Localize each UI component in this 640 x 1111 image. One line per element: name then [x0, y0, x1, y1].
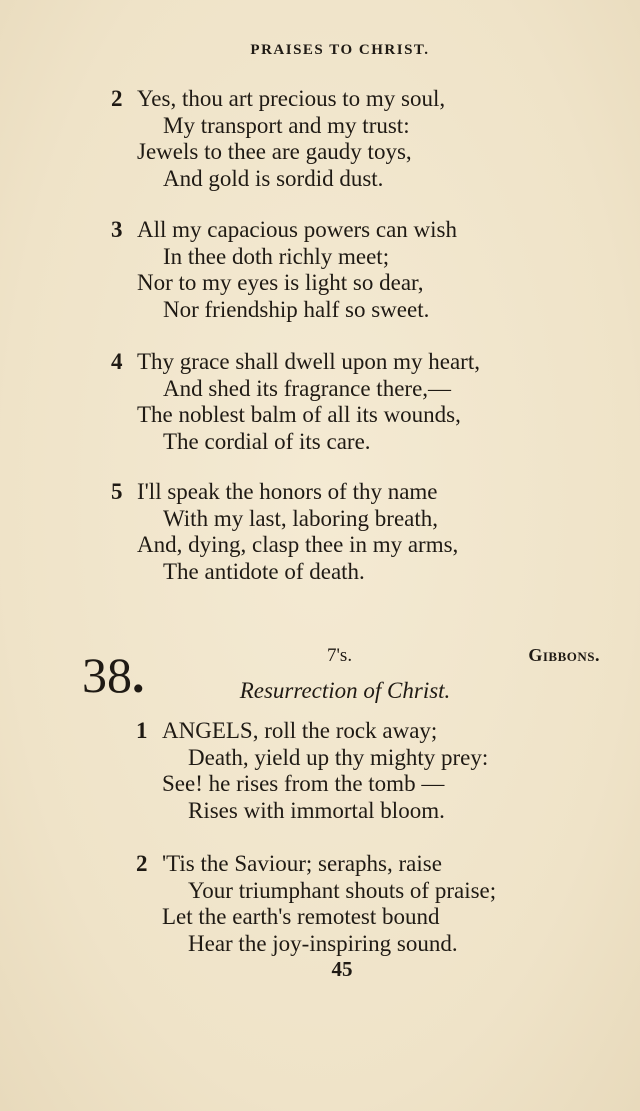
stanza-line: In thee doth richly meet;	[163, 243, 390, 269]
stanza-3	[111, 217, 457, 323]
stanza-5	[111, 479, 458, 585]
stanza-line: And gold is sordid dust.	[163, 165, 384, 191]
stanza-line: 2 Yes, thou art precious to my soul,	[111, 86, 446, 111]
stanza-line: Your triumphant shouts of praise;	[188, 877, 497, 903]
stanza-number: 3	[111, 217, 123, 242]
stanza-line: 2 'Tis the Saviour; seraphs, raise	[136, 851, 442, 876]
stanza-line: Jewels to thee are gaudy toys,	[137, 139, 412, 164]
stanza-line: 1 ANGELS, roll the rock away;	[136, 718, 438, 743]
stanza-2	[111, 86, 445, 192]
stanza-line: The noblest balm of all its wounds,	[137, 402, 461, 427]
stanza-line: And shed its fragrance there,—	[163, 375, 452, 401]
hymn-title: Resurrection of Christ.	[239, 678, 451, 703]
stanza-line: The cordial of its care.	[163, 428, 371, 454]
stanza-4	[111, 349, 480, 455]
stanza-line: See! he rises from the tomb —	[162, 771, 445, 796]
stanza-line: Rises with immortal bloom.	[188, 797, 445, 823]
stanza-number: 2	[136, 851, 148, 876]
stanza-line: Nor to my eyes is light so dear,	[137, 270, 424, 295]
stanza-number: 5	[111, 479, 123, 504]
stanza-line: 5 I'll speak the honors of thy name	[111, 479, 438, 504]
stanza-line: 3 All my capacious powers can wish	[111, 217, 458, 242]
stanza-number: 1	[136, 718, 148, 743]
stanza-line: With my last, laboring breath,	[163, 505, 439, 531]
stanza-line: And, dying, clasp thee in my arms,	[137, 532, 459, 557]
stanza-line: Hear the joy-inspiring sound.	[188, 930, 458, 956]
stanza-line: My transport and my trust:	[163, 112, 410, 138]
stanza-number: 2	[111, 86, 123, 111]
hymn-meter: 7's.	[327, 645, 353, 666]
stanza-line: 4 Thy grace shall dwell upon my heart,	[111, 349, 480, 374]
hymn-number: 38.	[82, 647, 145, 703]
running-header: PRAISES TO CHRIST.	[250, 42, 430, 58]
hymn-tune: Gibbons.	[528, 645, 600, 665]
hymn-stanza-2	[136, 851, 496, 957]
stanza-line: The antidote of death.	[163, 558, 365, 584]
page-number: 45	[331, 957, 353, 981]
stanza-line: Nor friendship half so sweet.	[163, 296, 430, 322]
stanza-line: Death, yield up thy mighty prey:	[188, 744, 489, 770]
stanza-line: Let the earth's remotest bound	[162, 904, 440, 929]
stanza-number: 4	[111, 349, 123, 374]
hymn-stanza-1	[136, 718, 488, 824]
